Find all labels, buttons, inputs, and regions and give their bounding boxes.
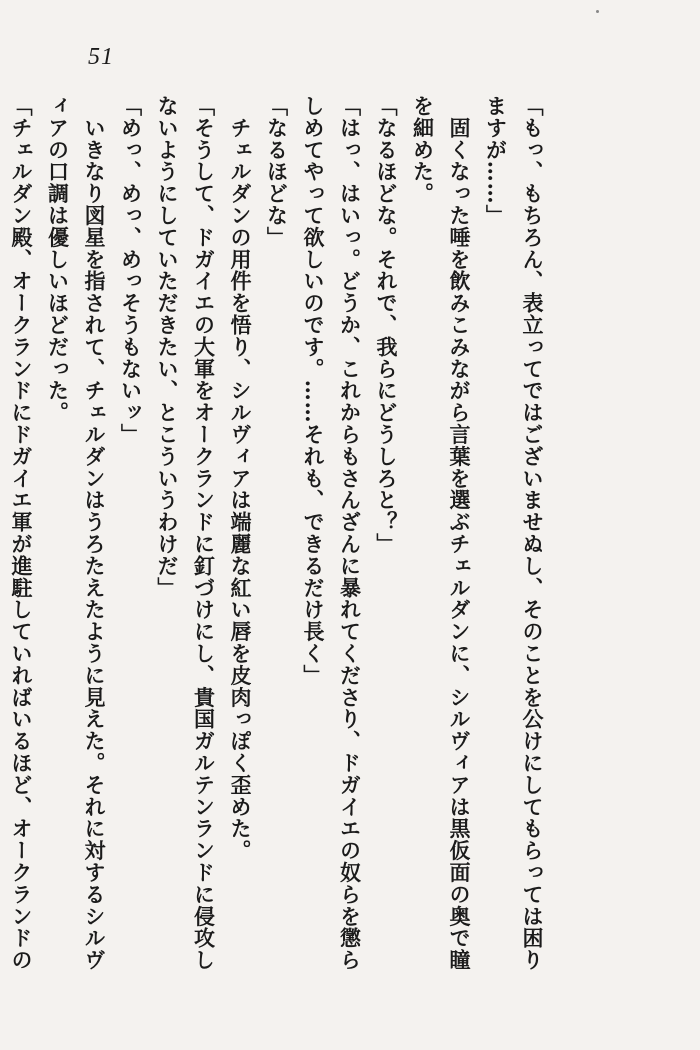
text-line: 「そうして、ドガイエの大軍をオークランドに釘づけにし、貴国ガルテンランドに侵攻し xyxy=(191,95,217,971)
text-line: ィアの口調は優しいほどだった。 xyxy=(45,95,71,424)
text-line: 「チェルダン殿、オークランドにドガイエ軍が進駐していればいるほど、オークランドの xyxy=(9,95,34,971)
text-line: 「もっ、もちろん、表立ってではございませぬし、そのことを公けにしてもらっては困り xyxy=(520,95,545,971)
text-line: しめてやって欲しいのです。……それも、できるだけ長く」 xyxy=(301,95,326,687)
text-line: 「めっ、めっ、めっそうもないッ」 xyxy=(118,95,144,446)
text-line: を細めた。 xyxy=(410,95,436,205)
scan-speck xyxy=(596,10,599,13)
body-text xyxy=(0,95,550,995)
text-line: チェルダンの用件を悟り、シルヴィアは端麗な紅い唇を皮肉っぽく歪めた。 xyxy=(228,95,253,862)
text-line: 「なるほどな。それで、我らにどうしろと？」 xyxy=(374,95,399,555)
page-number: 51 xyxy=(88,44,114,70)
text-line: 「はっ、はいっ。どうか、これからもさんざんに暴れてくださり、ドガイエの奴らを懲ら xyxy=(337,95,363,971)
text-line: ますが……」 xyxy=(483,95,509,227)
text-line: 「なるほどな」 xyxy=(264,95,290,249)
text-line: 固くなった唾を飲みこみながら言葉を選ぶチェルダンに、シルヴィアは黒仮面の奥で瞳 xyxy=(447,95,472,971)
text-line: ないようにしていただきたい、とこういうわけだ」 xyxy=(155,95,180,599)
text-line: いきなり図星を指されて、チェルダンはうろたえたように見えた。それに対するシルヴ xyxy=(82,95,107,971)
